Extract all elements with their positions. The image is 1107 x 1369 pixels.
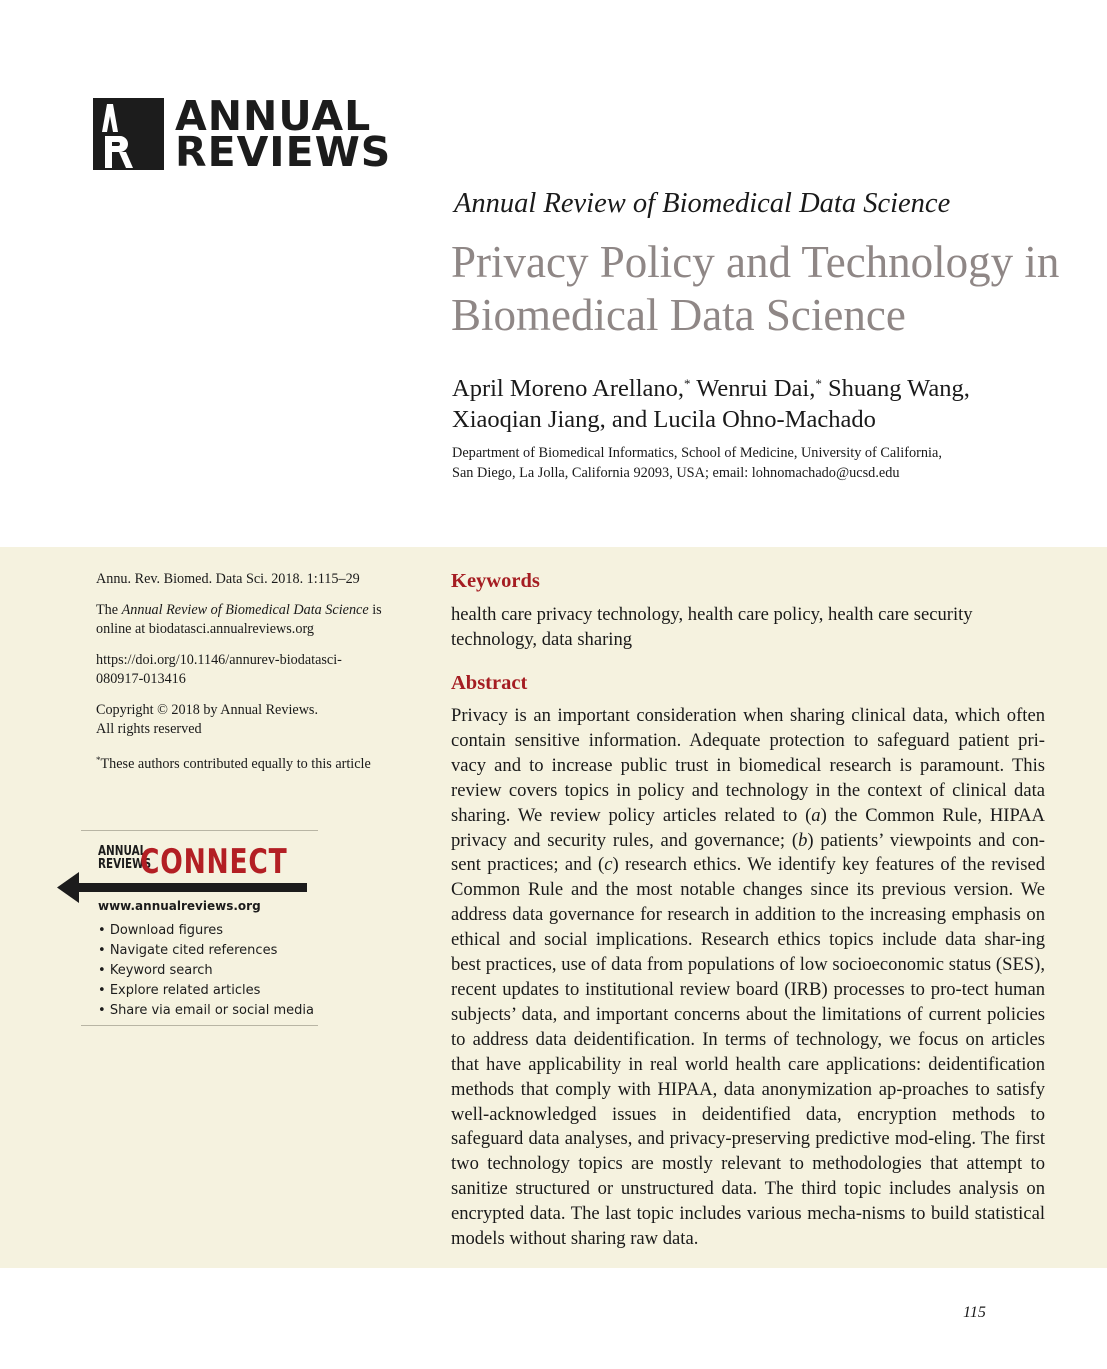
equal-contribution-mark: * bbox=[815, 376, 822, 391]
article-info-sidebar bbox=[96, 570, 416, 786]
abstract-text-part: ) the Common Rule, HIPAA privacy and security rules, and governance; ( bbox=[451, 804, 1045, 851]
keywords-heading: Keywords bbox=[451, 570, 540, 592]
logo-line-reviews: REVIEWS bbox=[175, 128, 392, 176]
affiliation-line: Department of Biomedical Informatics, School of Medicine, University of California, bbox=[452, 445, 942, 461]
connect-feature-list bbox=[98, 921, 314, 1021]
copyright-text: All rights reserved bbox=[96, 721, 202, 737]
online-journal-name: Annual Review of Biomedical Data Science bbox=[121, 602, 369, 618]
authors-remaining: Xiaoqian Jiang, and Lucila Ohno-Machado bbox=[452, 406, 876, 433]
copyright-text: Copyright © 2018 by Annual Reviews. bbox=[96, 702, 319, 718]
equal-contribution-mark: * bbox=[684, 376, 691, 391]
copyright bbox=[96, 701, 416, 739]
doi-link[interactable] bbox=[96, 651, 416, 689]
connect-wordmark: CONNECT bbox=[140, 842, 288, 882]
page-number: 115 bbox=[963, 1304, 986, 1321]
author-1: April Moreno Arellano, bbox=[452, 375, 685, 402]
connect-small-line: ANNUAL bbox=[98, 844, 147, 859]
article-title: Privacy Policy and Technology in Biomedical Data Science bbox=[451, 237, 1060, 340]
online-note-text: is bbox=[368, 602, 382, 618]
logo-line-annual: ANNUAL bbox=[175, 92, 372, 140]
online-note bbox=[96, 601, 416, 639]
annual-reviews-logo bbox=[93, 92, 392, 176]
author-list bbox=[452, 368, 1092, 435]
footnote bbox=[96, 751, 416, 774]
list-item: • Share via email or social media bbox=[98, 1001, 314, 1021]
enum-label: a bbox=[811, 804, 821, 826]
footnote-mark: * bbox=[96, 755, 101, 765]
annual-reviews-connect-box bbox=[81, 830, 318, 1026]
citation: Annu. Rev. Biomed. Data Sci. 2018. 1:115–29 bbox=[96, 571, 360, 587]
author-3: Shuang Wang, bbox=[821, 375, 970, 402]
connect-small-words bbox=[98, 844, 152, 872]
abstract-text bbox=[451, 704, 1045, 1252]
affiliation-line: San Diego, La Jolla, California 92093, USA; email: lohnomachado@ucsd.edu bbox=[452, 465, 900, 481]
list-item: • Keyword search bbox=[98, 961, 314, 981]
journal-name: Annual Review of Biomedical Data Science bbox=[454, 188, 951, 219]
list-item: • Download figures bbox=[98, 921, 314, 941]
main-column bbox=[451, 568, 1045, 1252]
doi-text[interactable]: 080917-013416 bbox=[96, 671, 186, 687]
enum-label: b bbox=[798, 829, 808, 851]
online-note-text: The bbox=[96, 602, 122, 618]
doi-text[interactable]: https://doi.org/10.1146/annurev-biodatasci- bbox=[96, 652, 342, 668]
ar-monogram-icon bbox=[93, 98, 164, 170]
abstract-heading: Abstract bbox=[451, 672, 528, 694]
connect-small-line: REVIEWS bbox=[98, 857, 152, 872]
abstract-text-part: ) patients’ viewpoints and con-sent practices; and ( bbox=[451, 829, 1045, 876]
abstract-text-part: ) research ethics. We identify key features of the revised Common Rule and the most notable changes since its previous version. We address data governance for research in addition to the increasing emphasis on ethical and social implications. Research ethics topics include data shar-ing best practices, use of data from populations of low socioeconomic status (SES), recent updates to institutional review board (IRB) processes to pro-tect human subjects’ data, and important concerns about the limitations of current policies to address data deidentification. In terms of technology, we focus on articles that have applicability in real world health care applications: deidentification methods that comply with HIPAA, data anonymization ap-proaches to satisfy well-acknowledged issues in deidentified data, encryption methods to safeguard data analyses, and privacy-preserving predictive mod-eling. The first two technology topics are mostly relevant to methodologies that attempt to sanitize structured or unstructured data. The third topic includes analysis on encrypted data. The last topic includes various mecha-nisms to build statistical models without sharing raw data. bbox=[451, 854, 1045, 1250]
list-item: • Explore related articles bbox=[98, 981, 314, 1001]
journal-url[interactable]: online at biodatasci.annualreviews.org bbox=[96, 621, 315, 637]
footnote-text: These authors contributed equally to this article bbox=[100, 756, 371, 772]
author-2: Wenrui Dai, bbox=[690, 375, 816, 402]
list-item: • Navigate cited references bbox=[98, 941, 314, 961]
abstract-text-part: Privacy is an important consideration when sharing clinical data, which often contain sensitive information. Adequate protection to safeguard patient pri-vacy and to increase public trust in biomedical research is paramount. This review covers topics in policy and technology in the context of clinical data sharing. We review policy articles related to ( bbox=[451, 705, 1045, 826]
keywords-text: health care privacy technology, health care policy, health care security technology, data sharing bbox=[451, 604, 973, 650]
connect-url[interactable]: www.annualreviews.org bbox=[98, 899, 261, 913]
affiliation bbox=[452, 443, 1092, 483]
enum-label: c bbox=[604, 854, 613, 876]
